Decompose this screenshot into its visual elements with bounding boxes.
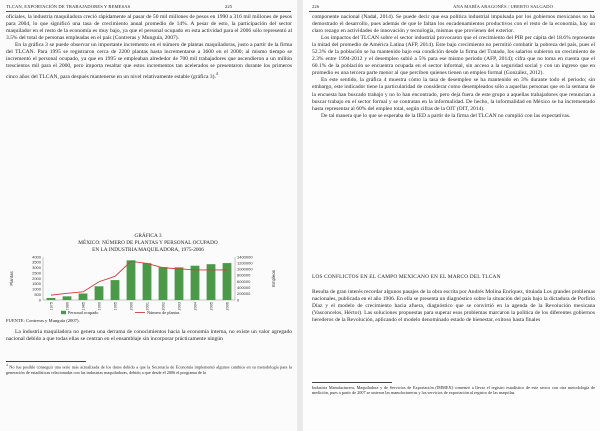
paragraph: En este sentido, la gráfica 4 muestra cómo la tasa de desempleo se ha mantenido en 3% durante todo el periodo; sin embargo, este indicador tiene la particularidad de considerar como desempleados sólo a aquellas personas que en la semana de la encuesta han buscado trabajo y no lo han encontrado, pero deja fuera de este grupo a aquellas trabajadores que renuncian a buscar trabajo en el sector formal y se contratan en la informalidad. De hecho, la informalidad en México se ha incrementado hasta representar al 60% del empleo total, según cifras de la OIT (OIT, 2014). xyxy=(312,77,595,112)
bar-personal-ocupado xyxy=(127,260,136,300)
y-axis-label-left: Plantas xyxy=(9,271,14,286)
y-tick-label-left: 3500 xyxy=(32,259,41,265)
chart-title: MÉXICO: NÚMERO DE PLANTAS Y PERSONAL OCUPADO xyxy=(78,240,218,246)
bar-personal-ocupado xyxy=(79,293,88,300)
y-tick-label-right: 1000000 xyxy=(237,266,253,272)
x-tick-label: 2002 xyxy=(161,302,166,311)
chart-subtitle: EN LA INDUSTRIA MAQUILADORA, 1975-2006 xyxy=(92,247,204,253)
x-tick-label: 2003 xyxy=(177,302,182,311)
y-tick-label-right: 200000 xyxy=(237,291,251,297)
section-heading: LOS CONFLICTOS EN EL CAMPO MEXICANO EN EL MARCO DEL TLCAN xyxy=(312,274,501,280)
left-page xyxy=(0,0,297,431)
maquiladora-chart xyxy=(3,254,297,318)
y-tick-label-left: 500 xyxy=(34,291,41,297)
bar-personal-ocupado xyxy=(111,280,120,300)
bar-personal-ocupado xyxy=(223,263,232,300)
paragraph xyxy=(6,42,292,81)
running-head-title: TLCAN, EXPORTACIÓN DE TRABAJADORES Y REMESAS xyxy=(6,4,131,9)
footnote-ref: 4 xyxy=(215,71,218,77)
y-tick-label-right: 400000 xyxy=(237,285,251,291)
y-tick-label-left: 4000 xyxy=(32,254,41,260)
y-tick-label-right: 1200000 xyxy=(237,260,253,266)
y-tick-label-left: 1000 xyxy=(32,286,41,292)
header-rule xyxy=(6,11,291,12)
x-tick-label: 2006 xyxy=(225,302,230,311)
legend-label: Número de plantas xyxy=(147,310,180,315)
page-number: 225 xyxy=(225,4,233,9)
x-tick-label: 1990 xyxy=(97,302,102,311)
footnote-number: 4 xyxy=(6,363,8,367)
footnote xyxy=(312,385,595,396)
chart-source: FUENTE: Contreras y Munguía (2007). xyxy=(6,318,80,323)
x-tick-label: 1975 xyxy=(49,302,54,311)
x-tick-label: 1995 xyxy=(113,302,118,311)
y-tick-label-right: 1400000 xyxy=(237,254,253,260)
x-tick-label: 2001 xyxy=(145,302,150,311)
footnote-rule xyxy=(6,361,86,362)
y-tick-label-left: 2500 xyxy=(32,270,41,276)
body-text-block xyxy=(6,329,292,343)
footnote-text: No fue posible conseguir una serie más actualizada de los datos debido a que la Secretaría de Economía implementó algunos cambios en su metodología para la generación de estadísticas relacionadas con las industrias maquiladoras, debido a que desde el 2006 el programa de la xyxy=(6,364,293,375)
y-tick-label-left: 0 xyxy=(38,297,41,303)
header-rule xyxy=(309,11,594,12)
y-tick-label-left: 1500 xyxy=(32,281,41,287)
paragraph-text: En la gráfica 3 se puede observar un importante incremento en el número de plantas maquiladoras, justo a partir de la firma del TLCAN. Para 1995 se registraron cerca de 2200 plantas hasta incrementarse a 3600 en el 2000; al mismo tiempo se incrementó el personal ocupado, ya que en 1995 se empleaban alrededor de 700 mil trabajadores que ascendieron a un millón trescientos mil para el 2000, pero importa resaltar que estos incrementos tan acelerados se presentaron durante los primeros cinco años del TLCAN, para después mantenerse en un nivel relativamente estable (gráfica 3). xyxy=(6,42,292,81)
paragraph: oficiales, la industria maquiladora creció rápidamente al pasar de 50 mil millones de pesos en 1990 a 316 mil millones de pesos para 2004, lo que significó una tasa de crecimiento anual promedio de 14%. A pesar de esto, la participación del sector maquilador en el resto de la economía es muy bajo, ya que el personal ocupado en esta actividad para el 2006 sólo representó al 3.5% del total de personas empleadas en el país (Contreras y Munguía, 2007). xyxy=(6,14,292,42)
bar-personal-ocupado xyxy=(143,263,152,300)
x-tick-label: 2004 xyxy=(193,302,198,311)
y-tick-label-left: 2000 xyxy=(32,275,41,281)
x-tick-label: 2000 xyxy=(129,302,134,311)
legend-label: Personal ocupado xyxy=(68,310,99,315)
line-numero-de-plantas xyxy=(51,261,227,295)
y-tick-label-right: 800000 xyxy=(237,272,251,278)
bar-personal-ocupado xyxy=(95,286,104,300)
y-tick-label-right: 600000 xyxy=(237,278,251,284)
y-axis-label-right: Empleos xyxy=(271,270,276,287)
bar-personal-ocupado xyxy=(63,296,72,300)
footnote xyxy=(6,363,292,375)
paragraph: Resulta de gran interés recordar algunos pasajes de la obra escrita por Andrés Molina Enríquez, titulada Los grandes problemas nacionales, publicada en el año 1906. En ella se presenta un diagnóstico sobre la situación del país bajo la dictadura de Porfirio Díaz y el modelo de crecimiento hacia afuera, diagnóstico que se convirtió en la agenda de la Revolución mexicana (Vasconcelos, Héctor). Las soluciones propuestas para superar esos problemas marcaron la política de los diferentes gobiernos herederos de la Revolución, aplicando el modelo denominado estado de bienestar, exitoso hasta finales xyxy=(312,289,595,324)
y-tick-label-left: 3000 xyxy=(32,265,41,271)
right-page xyxy=(303,0,600,431)
footnote-rule xyxy=(312,382,392,383)
bar-personal-ocupado xyxy=(159,267,168,300)
bar-personal-ocupado xyxy=(47,298,56,300)
paragraph: De tal manera que lo que se esperaba de la IED a partir de la firma del TLCAN no cumplió con las expectativas. xyxy=(321,112,571,119)
page-number: 226 xyxy=(312,4,320,9)
paragraph: componente nacional (Nadal, 2014). Se puede decir que esa política industrial impulsada por los gobiernos mexicanos no ha demostrado el desarrollo, pues además de que le faltan los encadenamientos productivos con el resto de la economía, hay un claro rezago en actividades de innovación y tecnología, mismas que provienen del exterior. xyxy=(312,14,595,35)
paragraph: La industria maquiladora no genera una derrama de conocimientos hacia la economía interna, no existe un valor agregado nacional debido a que todas ellas se centran en el ensamblaje sin incorporar prácticamente ningún xyxy=(6,329,292,343)
legend-swatch-personal-ocupado xyxy=(61,311,66,314)
body-text-block xyxy=(312,14,595,120)
running-head-title: ANA MARÍA ARAGONÉS / UBERTO SALGADO xyxy=(453,4,553,9)
x-tick-label: 1985 xyxy=(81,302,86,311)
bar-personal-ocupado xyxy=(191,266,200,300)
body-text-block xyxy=(312,289,595,324)
body-text-block xyxy=(6,14,292,81)
footnote-text: Industria Manufacturera, Maquiladora y de Servicios de Exportación (IMMEX) comenzó a llevar el registro estadístico de este sector con otra metodología de medición, pues a partir de 2007 se unieron las manufactureras y los servicios de exportación al registro de las maquilas. xyxy=(312,385,595,396)
x-tick-label: 1980 xyxy=(65,302,70,311)
paragraph: Los impactos del TLCAN sobre el sector industrial provocaron que el crecimiento del PIB per cápita del 18.6% represente la mitad del promedio de América Latina (AFP, 2014). Este bajo crecimiento no permitió combatir la pobreza del país, pues el 52.3% de la población se ha mantenido bajo esa condición desde la firma del Tratado, los salarios subieron un crecimiento de 2.3% entre 1994-2012 y el desempleo subió a 5% para ese mismo periodo (AFP, 2014); cifra que no toma en cuenta que el 60.1% de la población se encuentra ocupada en el sector informal, sin acceso a la seguridad social y con un ingreso que en promedio es una tercera parte menor al que perciben quienes tienen un empleo formal (González, 2012). xyxy=(312,35,595,77)
y-tick-label-right: 0 xyxy=(237,297,240,303)
chart-label: GRÁFICA 3 xyxy=(134,233,162,239)
x-tick-label: 2005 xyxy=(209,302,214,311)
bar-personal-ocupado xyxy=(175,267,184,300)
